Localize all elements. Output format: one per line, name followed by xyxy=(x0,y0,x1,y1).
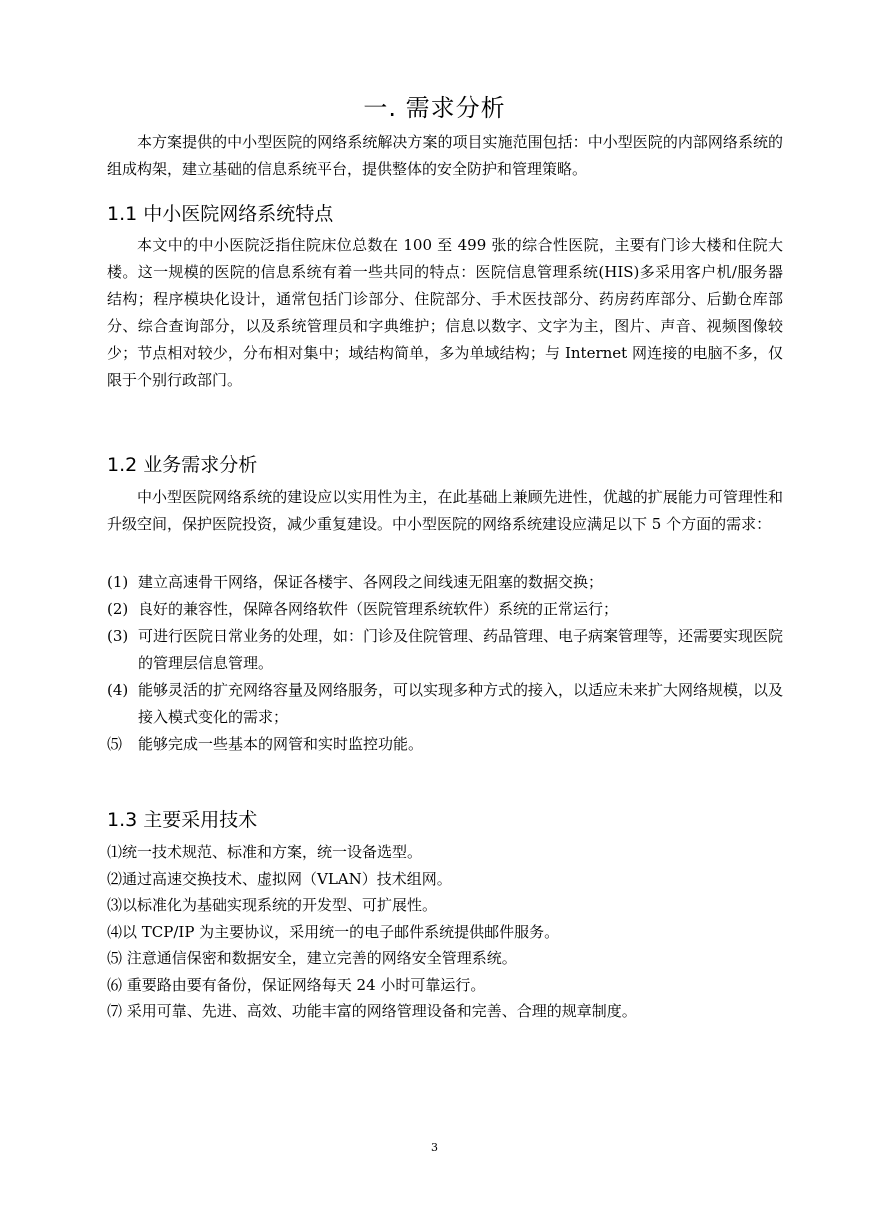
list-item-text: 良好的兼容性，保障各网络软件（医院管理系统软件）系统的正常运行； xyxy=(138,600,619,618)
list-item-text: 能够灵活的扩充网络容量及网络服务，可以实现多种方式的接入，以适应未来扩大网络规模，以及接入模式变化的需求； xyxy=(138,681,784,726)
section-1-body: 本文中的中小医院泛指住院床位总数在 100 至 499 张的综合性医院，主要有门诊大楼和住院大楼。这一规模的医院的信息系统有着一些共同的特点：医院信息管理系统(HIS)多采用客户机/服务器结构；程序模块化设计，通常包括门诊部分、住院部分、手术医技部分、药房药库部分、后勤仓库部分、综合查询部分，以及系统管理员和字典维护；信息以数字、文字为主，图片、声音、视频图像较少；节点相对较少，分布相对集中；域结构简单，多为单域结构；与 Internet 网连接的电脑不多，仅限于个别行政部门。 xyxy=(107,236,783,389)
section-2-body: 中小型医院网络系统的建设应以实用性为主，在此基础上兼顾先进性，优越的扩展能力可管理性和升级空间，保护医院投资，减少重复建设。中小型医院的网络系统建设应满足以下 5 个方面的需求： xyxy=(107,488,783,533)
list-item: ⑴统一技术规范、标准和方案，统一设备选型。 xyxy=(107,843,423,861)
list-item-number: (2) xyxy=(107,600,129,618)
list-item-text: 建立高速骨干网络，保证各楼宇、各网段之间线速无阻塞的数据交换； xyxy=(138,573,604,591)
requirements-list xyxy=(107,569,783,758)
list-item xyxy=(107,731,783,758)
intro-paragraph: 本方案提供的中小型医院的网络系统解决方案的项目实施范围包括：中小型医院的内部网络系统的组成构架，建立基础的信息系统平台，提供整体的安全防护和管理策略。 xyxy=(107,133,783,178)
list-item xyxy=(107,569,783,596)
section-3-heading: 1.3 主要采用技术 xyxy=(107,809,258,831)
list-item xyxy=(107,677,783,731)
list-item: ⑶以标准化为基础实现系统的开发型、可扩展性。 xyxy=(107,896,438,914)
list-item xyxy=(107,596,783,623)
list-item-number: (4) xyxy=(107,681,129,699)
list-item: ⑵通过高速交换技术、虚拟网（VLAN）技术组网。 xyxy=(107,869,452,888)
list-item-text: 能够完成一些基本的网管和实时监控功能。 xyxy=(138,735,424,753)
technology-list xyxy=(107,839,783,1025)
list-item-number: (1) xyxy=(107,573,129,591)
page-title: 一. 需求分析 xyxy=(363,94,506,122)
page-number: 3 xyxy=(431,1141,438,1154)
section-1-heading: 1.1 中小医院网络系统特点 xyxy=(107,203,334,225)
list-item xyxy=(107,623,783,677)
list-item: ⑷以 TCP/IP 为主要协议，采用统一的电子邮件系统提供邮件服务。 xyxy=(107,922,560,941)
list-item-number: (3) xyxy=(107,627,129,645)
list-item: ⑸ 注意通信保密和数据安全，建立完善的网络安全管理系统。 xyxy=(107,949,517,967)
list-item-text: 可进行医院日常业务的处理，如：门诊及住院管理、药品管理、电子病案管理等，还需要实现医院的管理层信息管理。 xyxy=(138,627,784,672)
list-item: ⑹ 重要路由要有备份，保证网络每天 24 小时可靠运行。 xyxy=(107,975,486,994)
list-item-number: ⑸ xyxy=(107,735,123,753)
section-2-heading: 1.2 业务需求分析 xyxy=(107,454,258,476)
list-item: ⑺ 采用可靠、先进、高效、功能丰富的网络管理设备和完善、合理的规章制度。 xyxy=(107,1002,637,1020)
